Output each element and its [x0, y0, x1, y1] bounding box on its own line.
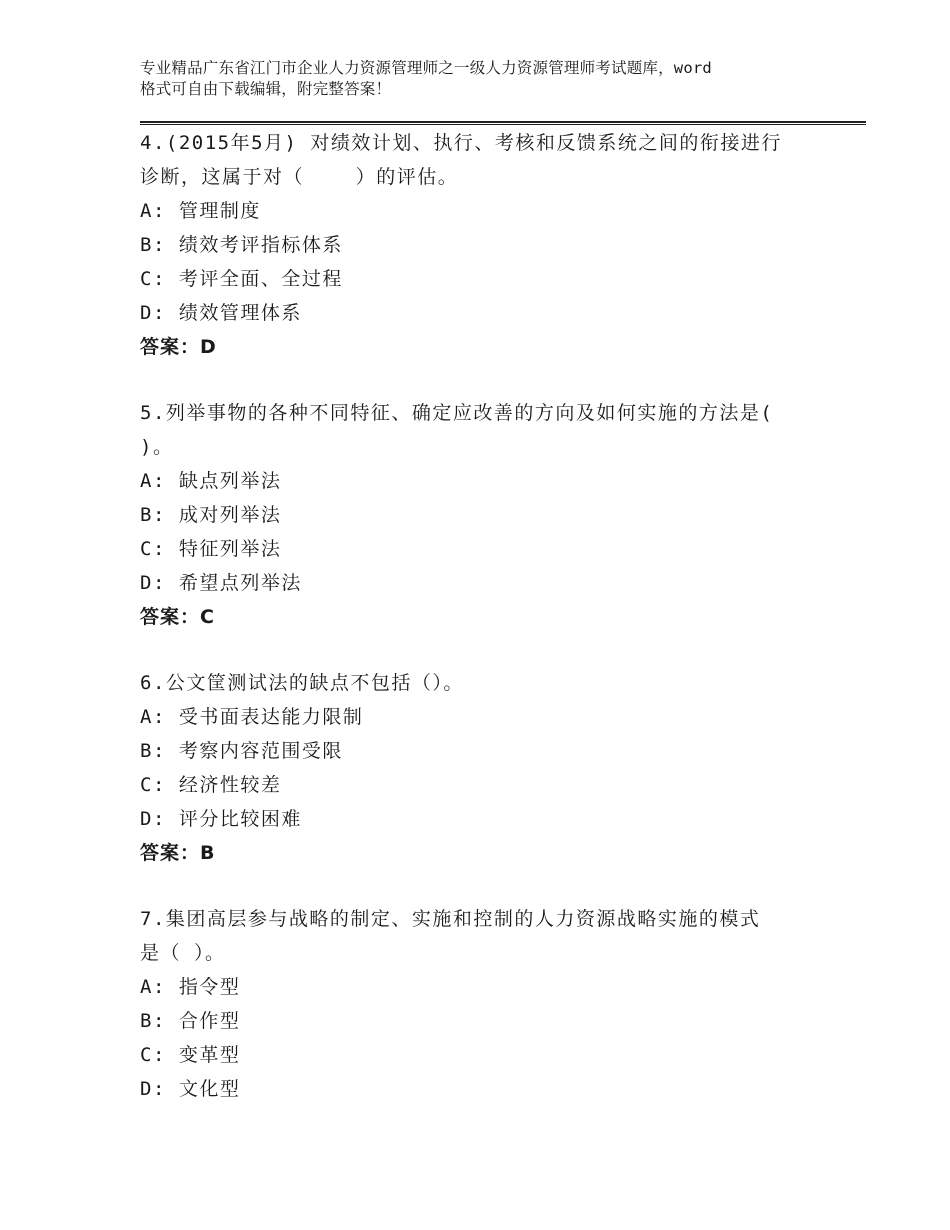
- option-d: D: 绩效管理体系: [140, 302, 302, 324]
- question-stem-line: 7.集团高层参与战略的制定、实施和控制的人力资源战略实施的模式: [140, 908, 761, 930]
- header-divider: [140, 121, 866, 125]
- header-line-1: 专业精品广东省江门市企业人力资源管理师之一级人力资源管理师考试题库，word: [140, 59, 712, 77]
- option-a: A: 受书面表达能力限制: [140, 706, 364, 728]
- question-5: [140, 396, 820, 634]
- question-stem-line: 5.列举事物的各种不同特征、确定应改善的方向及如何实施的方法是(: [140, 402, 774, 424]
- answer-label: 答案：D: [140, 336, 217, 358]
- option-a: A: 缺点列举法: [140, 470, 282, 492]
- answer-label: 答案：B: [140, 842, 216, 864]
- question-stem-line: 6.公文筐测试法的缺点不包括（）。: [140, 672, 464, 694]
- question-stem-line: 是（ ）。: [140, 942, 226, 964]
- option-c: C: 考评全面、全过程: [140, 268, 343, 290]
- option-d: D: 文化型: [140, 1078, 241, 1100]
- question-stem-line: )。: [140, 436, 174, 458]
- option-c: C: 经济性较差: [140, 774, 282, 796]
- header-line-2: 格式可自由下载编辑，附完整答案！: [140, 80, 392, 98]
- question-stem-line: 诊断，这属于对（ ）的评估。: [140, 166, 459, 188]
- question-6: [140, 666, 820, 870]
- option-b: B: 成对列举法: [140, 504, 282, 526]
- option-b: B: 合作型: [140, 1010, 241, 1032]
- option-b: B: 绩效考评指标体系: [140, 234, 343, 256]
- option-c: C: 变革型: [140, 1044, 241, 1066]
- document-header: [140, 58, 840, 100]
- option-a: A: 指令型: [140, 976, 241, 998]
- question-stem-line: 4.(2015年5月) 对绩效计划、执行、考核和反馈系统之间的衔接进行: [140, 132, 782, 154]
- option-c: C: 特征列举法: [140, 538, 282, 560]
- question-list: [140, 126, 820, 1138]
- answer-label: 答案：C: [140, 606, 215, 628]
- option-d: D: 评分比较困难: [140, 808, 302, 830]
- option-d: D: 希望点列举法: [140, 572, 302, 594]
- option-b: B: 考察内容范围受限: [140, 740, 343, 762]
- option-a: A: 管理制度: [140, 200, 261, 222]
- question-7: [140, 902, 820, 1106]
- question-4: [140, 126, 820, 364]
